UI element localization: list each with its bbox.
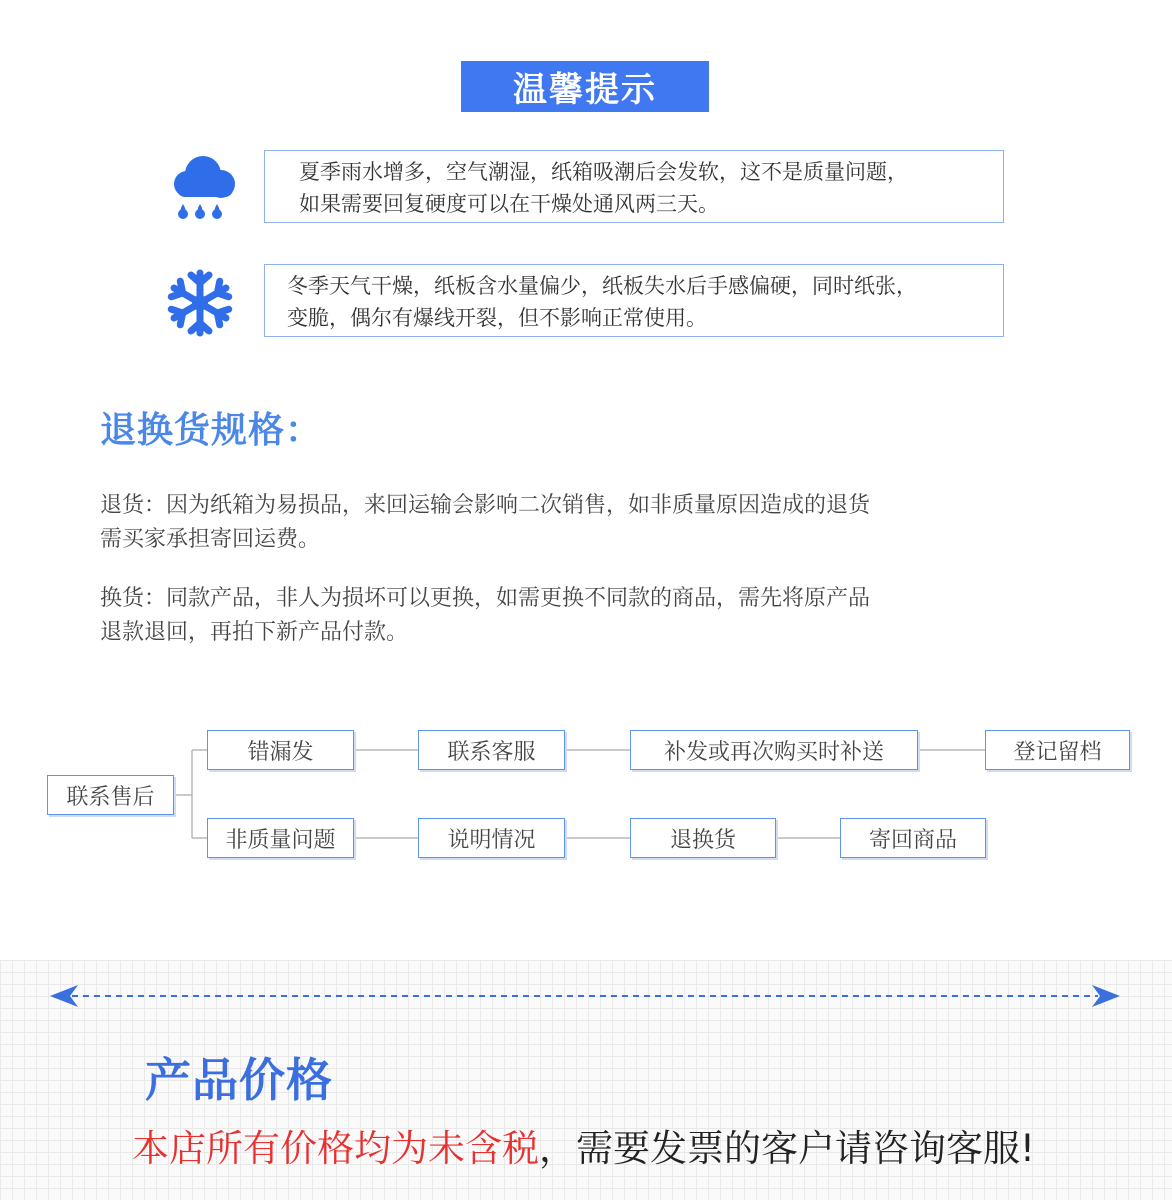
policy-line: 需买家承担寄回运费。: [100, 527, 321, 552]
flow-box-register-record: 登记留档: [985, 730, 1130, 770]
flow-box-send-back-goods: 寄回商品: [840, 818, 986, 858]
flow-box-resend: 补发或再次购买时补送: [630, 730, 918, 770]
dashed-arrow-divider: [0, 980, 1172, 1014]
policy-line: 退款退回，再拍下新产品付款。: [100, 620, 409, 645]
notice-line: 夏季雨水增多，空气潮湿，纸箱吸潮后会发软，这不是质量问题，: [299, 160, 908, 184]
notice-line: 变脆，偶尔有爆线开裂，但不影响正常使用。: [287, 306, 707, 330]
policy-line: 换货：同款产品，非人为损坏可以更换，如需更换不同款的商品，需先将原产品: [100, 586, 871, 611]
notice-line: 如果需要回复硬度可以在干燥处通风两三天。: [299, 192, 719, 216]
flow-box-missing-wrong-item: 错漏发: [207, 730, 354, 770]
policy-line: 退货：因为纸箱为易损品，来回运输会影响二次销售，如非质量原因造成的退货: [100, 493, 871, 518]
price-title: 产品价格: [145, 1053, 333, 1107]
flow-start-contact-after-sales: 联系售后: [47, 775, 174, 815]
returns-title: 退换货规格：: [100, 410, 323, 451]
price-note: [132, 1118, 1035, 1172]
price-note-tax: 本店所有价格均为未含税: [132, 1127, 539, 1170]
price-note-invoice: ，需要发票的客户请咨询客服!: [539, 1127, 1035, 1170]
flow-box-contact-service: 联系客服: [418, 730, 565, 770]
notice-line: 冬季天气干燥，纸板含水量偏少，纸板失水后手感偏硬，同时纸张，: [287, 274, 917, 298]
flow-box-explain-situation: 说明情况: [418, 818, 565, 858]
tips-title-badge: 温馨提示: [461, 61, 709, 112]
flow-box-non-quality-issue: 非质量问题: [207, 818, 354, 858]
flow-box-return-exchange: 退换货: [630, 818, 776, 858]
